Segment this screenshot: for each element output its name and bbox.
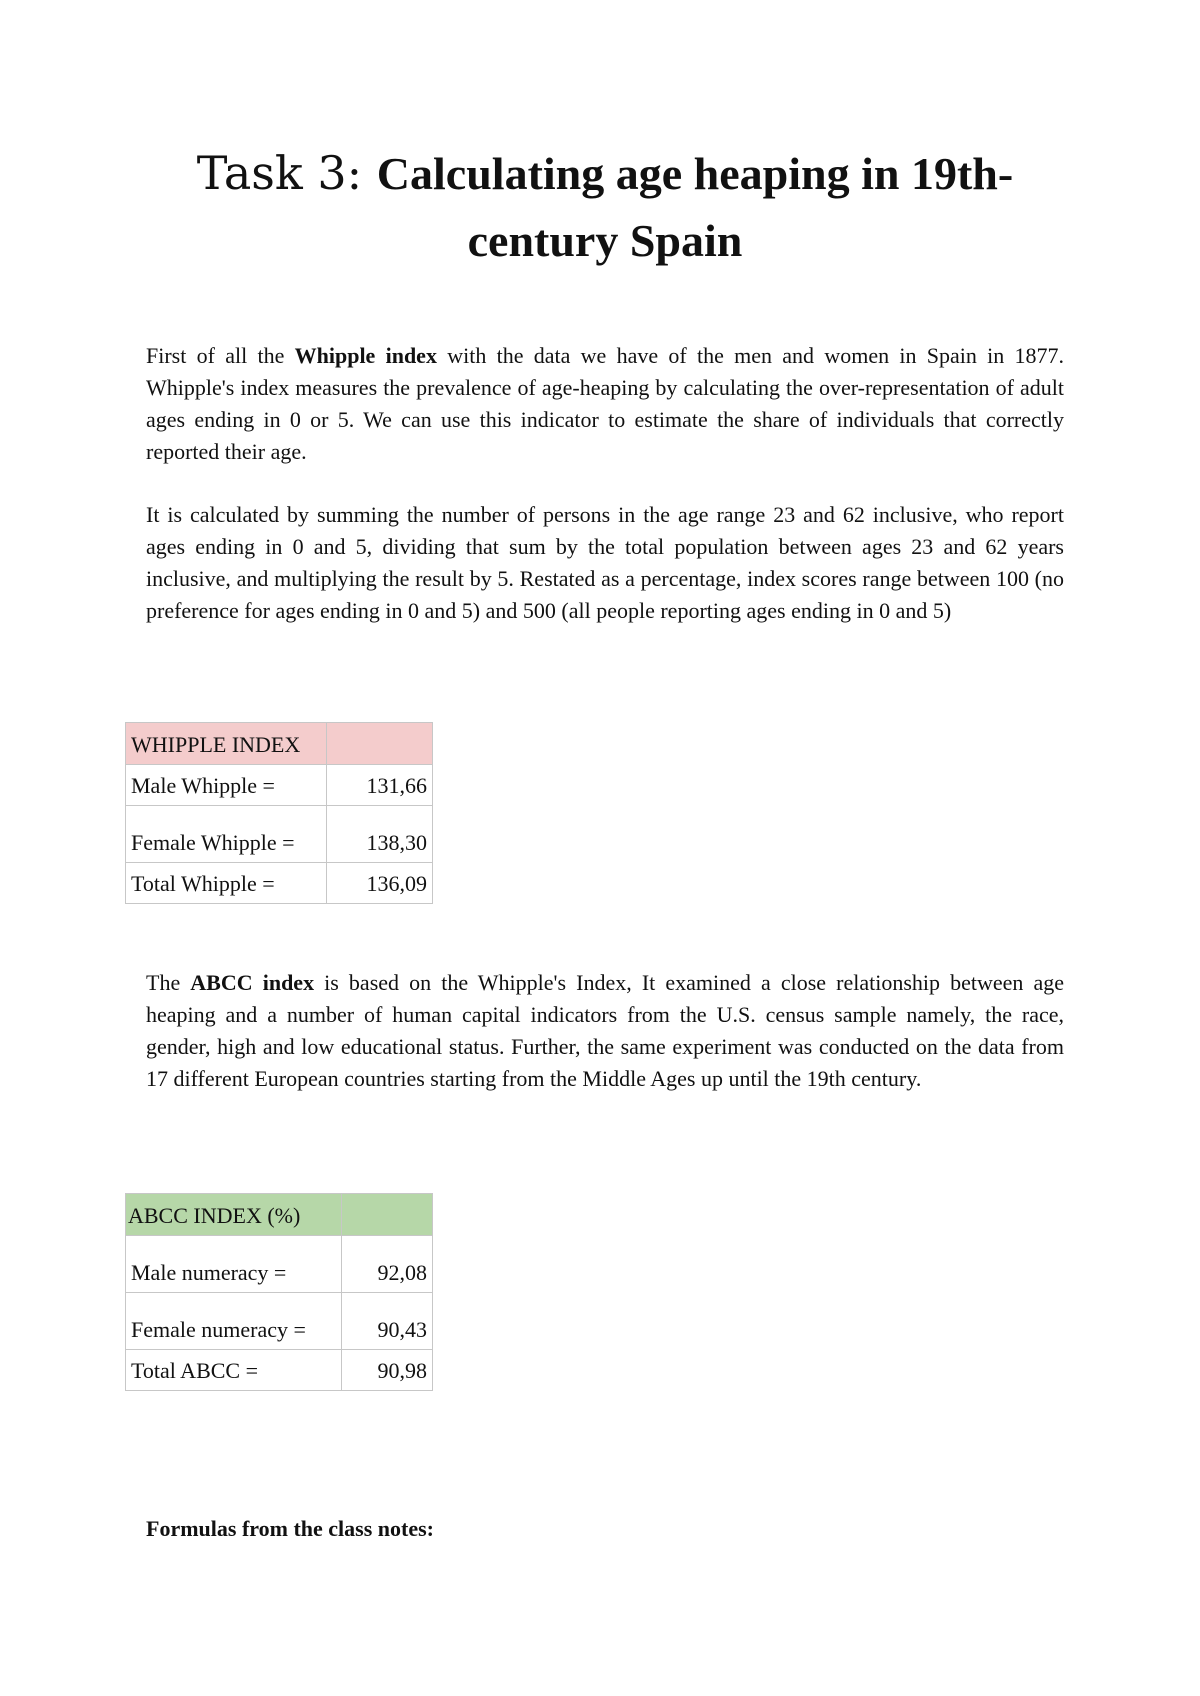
text-run: with the data we have of the men and women in Spain in 1877. Whipple's index measures the prevalence of age-heaping by calculating the over-representation of adult ages ending in 0 or 5. We can use this indicator to estimate the share of individuals that correctly reported their age.: [146, 343, 1064, 464]
table-header-cell: WHIPPLE INDEX: [126, 723, 327, 765]
text-run: The: [146, 970, 191, 995]
abcc-index-table: [125, 1193, 433, 1391]
row-label: Total ABCC =: [126, 1350, 342, 1391]
row-label: Female Whipple =: [126, 806, 327, 863]
text-run: is based on the Whipple's Index, It examined a close relationship between age heaping and a number of human capital indicators from the U.S. census sample namely, the race, gender, high and low educational status. Further, the same experiment was conducted on the data from 17 different European countries starting from the Middle Ages up until the 19th century.: [146, 970, 1064, 1091]
table-row: [126, 1293, 433, 1350]
abcc-index-term: ABCC index: [190, 970, 315, 995]
table-row: [126, 1350, 433, 1391]
table-row: [126, 806, 433, 863]
row-label: Total Whipple =: [126, 863, 327, 904]
table-header-cell: ABCC INDEX (%): [126, 1194, 342, 1236]
row-label: Male numeracy =: [126, 1236, 342, 1293]
title-prefix: Task 3:: [196, 146, 377, 200]
title-main: Calculating age heaping in 19th-century Spain: [376, 148, 1014, 266]
table-header-empty-cell: [327, 723, 433, 765]
table-header-row: [126, 1194, 433, 1236]
row-label: Male Whipple =: [126, 765, 327, 806]
table-row: [126, 863, 433, 904]
page-title: [130, 140, 1080, 274]
table-row: [126, 765, 433, 806]
abcc-intro-paragraph: [146, 967, 1064, 1095]
whipple-index-table: [125, 722, 433, 904]
whipple-intro-paragraph: [146, 340, 1064, 468]
row-value: 131,66: [327, 765, 433, 806]
row-value: 90,43: [342, 1293, 433, 1350]
table-header-empty-cell: [342, 1194, 433, 1236]
row-value: 92,08: [342, 1236, 433, 1293]
row-value: 138,30: [327, 806, 433, 863]
formulas-heading: Formulas from the class notes:: [146, 1516, 434, 1541]
table-header-row: [126, 723, 433, 765]
row-value: 136,09: [327, 863, 433, 904]
text-run: First of all the: [146, 343, 295, 368]
whipple-calculation-paragraph: It is calculated by summing the number of persons in the age range 23 and 62 inclusive, who report ages ending in 0 and 5, dividing that sum by the total population between ages 23 and 62 years inclusive, and multiplying the result by 5. Restated as a percentage, index scores range between 100 (no preference for ages ending in 0 and 5) and 500 (all people reporting ages ending in 0 and 5): [146, 502, 1064, 623]
table-row: [126, 1236, 433, 1293]
whipple-index-term: Whipple index: [294, 343, 437, 368]
row-value: 90,98: [342, 1350, 433, 1391]
row-label: Female numeracy =: [126, 1293, 342, 1350]
